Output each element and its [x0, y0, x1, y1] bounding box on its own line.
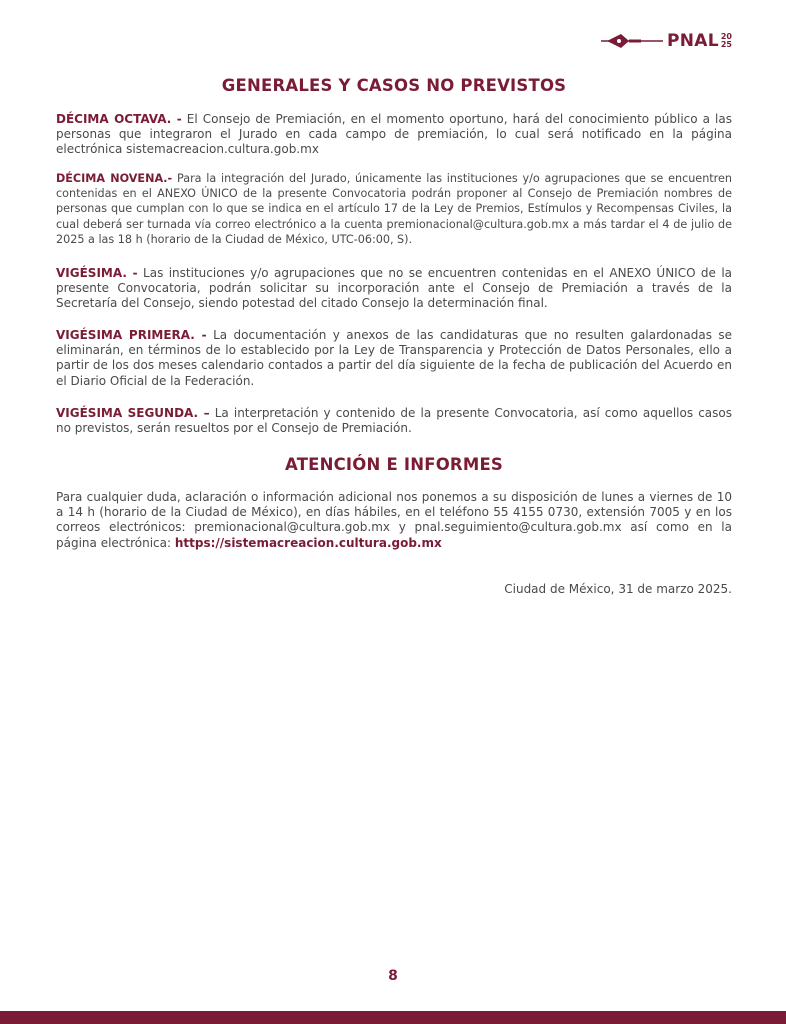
section-title-atencion: ATENCIÓN E INFORMES: [285, 455, 503, 474]
paragraph-label: DÉCIMA NOVENA.-: [56, 172, 173, 185]
paragraph-vigesima: [56, 266, 732, 312]
paragraph-decima-novena: [56, 171, 732, 247]
paragraph-text: Para cualquier duda, aclaración o información adicional nos ponemos a su disposición de lunes a viernes de 10 a 14 h (horario de la Ciudad de México), en días hábiles, en el teléfono 55 4155 0730, extensión 7005 y en los correos electrónicos: premionacional@cultura.gob.mx y pnal.seguimiento@cultura.gob.mx así como en la página electrónica:: [56, 490, 732, 550]
paragraph-label: DÉCIMA OCTAVA. -: [56, 112, 182, 126]
paragraph-text: Para la integración del Jurado, únicamente las instituciones y/o agrupaciones que se encuentren contenidas en el ANEXO ÚNICO de la presente Convocatoria podrán proponer al Consejo de Premiación nombres de personas que cumplan con lo que se indica en el artículo 17 de la Ley de Premios, Estímulos y Recompensas Civiles, la cual deberá ser turnada vía correo electrónico a la cuenta premionacional@cultura.gob.mx a más tardar el 4 de julio de 2025 a las 18 h (horario de la Ciudad de México, UTC-06:00, S).: [56, 172, 732, 246]
pnal-logo: [601, 31, 732, 51]
page-number: 8: [388, 968, 398, 984]
paragraph-label: VIGÉSIMA SEGUNDA. –: [56, 406, 210, 420]
paragraph-text: La documentación y anexos de las candidaturas que no resulten galardonadas se eliminarán, en términos de lo establecido por la Ley de Transparencia y Protección de Datos Personales, ello a partir de los dos meses calendario contados a partir del día siguiente de la fecha de publicación del Acuerdo en el Diario Oficial de la Federación.: [56, 328, 733, 388]
paragraph-text: Las instituciones y/o agrupaciones que no se encuentren contenidas en el ANEXO ÚNICO de la presente Convocatoria, podrán solicitar su incorporación ante el Consejo de Premiación a través de la Secretaría del Consejo, siendo potestad del citado Consejo la determinación final.: [56, 266, 733, 311]
paragraph-vigesima-primera: [56, 328, 732, 389]
website-link[interactable]: https://sistemacreacion.cultura.gob.mx: [174, 535, 442, 550]
paragraph-text: El Consejo de Premiación, en el momento oportuno, hará del conocimiento público a las personas que integraron el Jurado en cada campo de premiación, lo cual será notificado en la página electrónica sistemacreacion.cultura.gob.mx: [56, 112, 732, 157]
footer-bar: [0, 1011, 786, 1024]
logo-text: PNAL: [666, 31, 719, 51]
section-title-generales: GENERALES Y CASOS NO PREVISTOS: [221, 76, 567, 95]
paragraph-atencion: [56, 490, 732, 551]
pen-nib-icon: [601, 31, 663, 51]
paragraph-vigesima-segunda: [56, 406, 732, 436]
paragraph-text: La interpretación y contenido de la presente Convocatoria, así como aquellos casos no previstos, serán resueltos por el Consejo de Premiación.: [56, 406, 732, 436]
date-line: Ciudad de México, 31 de marzo 2025.: [504, 582, 732, 596]
paragraph-decima-octava: [56, 112, 732, 158]
logo-year: 20 25: [720, 32, 732, 49]
paragraph-label: VIGÉSIMA PRIMERA. -: [56, 328, 207, 342]
paragraph-label: VIGÉSIMA. -: [56, 266, 138, 280]
